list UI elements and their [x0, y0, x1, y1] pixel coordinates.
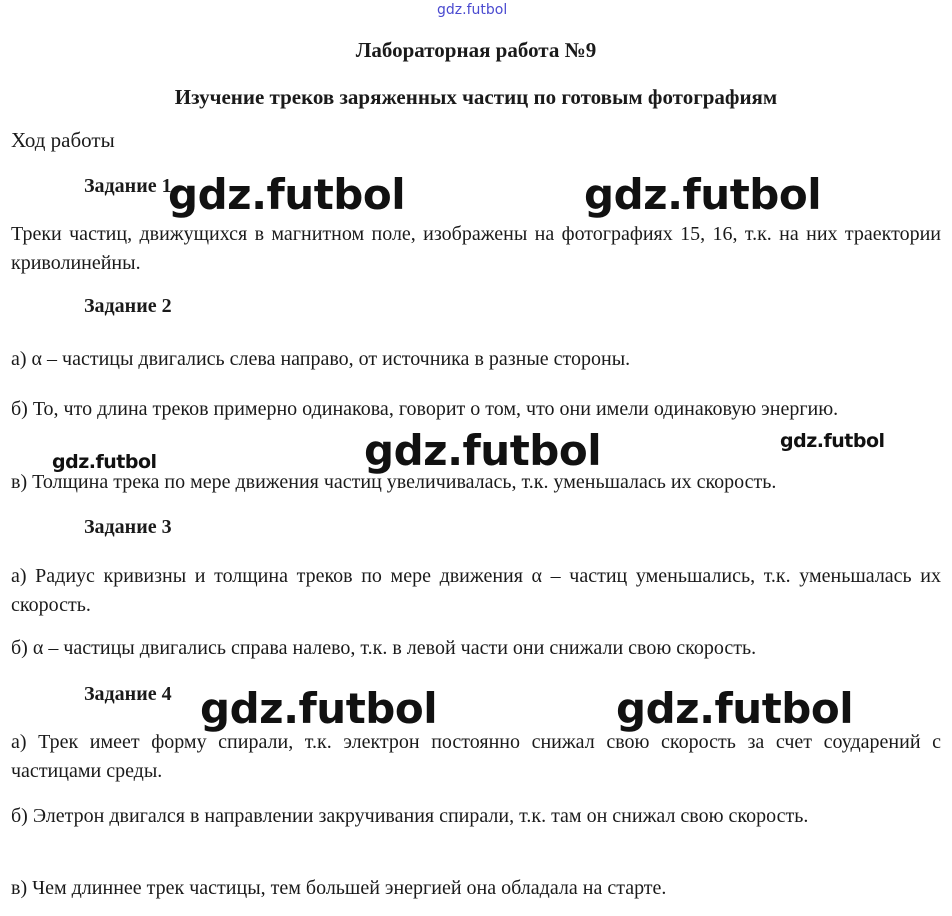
task-4-item-c: в) Чем длиннее трек частицы, тем большей энергией она обладала на старте.: [11, 877, 667, 899]
task-1-item-1: Треки частиц, движущихся в магнитном поле, изображены на фотографиях 15, 16, т.к. на них траектории криволинейны.: [11, 223, 941, 274]
task-4-item-b: б) Элетрон двигался в направлении закручивания спирали, т.к. там он снижал свою скорость.: [11, 805, 809, 827]
watermark-overlay: gdz.futbol: [616, 684, 854, 733]
watermark-overlay: gdz.futbol: [364, 426, 602, 475]
watermark-overlay: gdz.futbol: [168, 170, 406, 219]
task-4-heading: Задание 4: [84, 683, 172, 705]
task-4-item-a: а) Трек имеет форму спирали, т.к. электрон постоянно снижал свою скорость за счет соударений с частицами среды.: [11, 731, 941, 782]
task-2-item-a: а) α – частицы двигались слева направо, от источника в разные стороны.: [11, 348, 631, 370]
watermark-top: gdz.futbol: [437, 2, 508, 18]
task-2-item-b: б) То, что длина треков примерно одинакова, говорит о том, что они имели одинаковую энергию.: [11, 398, 839, 420]
watermark-overlay: gdz.futbol: [200, 684, 438, 733]
watermark-overlay: gdz.futbol: [584, 170, 822, 219]
page-title: Лабораторная работа №9: [355, 38, 597, 62]
task-1-heading: Задание 1: [84, 175, 172, 197]
watermark-overlay: gdz.futbol: [780, 430, 885, 452]
page-subtitle: Изучение треков заряженных частиц по готовым фотографиям: [174, 85, 778, 109]
task-3-item-b: б) α – частицы двигались справа налево, т.к. в левой части они снижали свою скорость.: [11, 637, 757, 659]
intro-text: Ход работы: [11, 128, 115, 152]
task-3-item-a: а) Радиус кривизны и толщина треков по мере движения α – частиц уменьшались, т.к. уменьшалась их скорость.: [11, 565, 941, 616]
watermark-overlay: gdz.futbol: [52, 451, 157, 473]
task-2-heading: Задание 2: [84, 295, 172, 317]
task-3-heading: Задание 3: [84, 516, 172, 538]
task-2-item-c: в) Толщина трека по мере движения частиц увеличивалась, т.к. уменьшалась их скорость.: [11, 471, 777, 493]
